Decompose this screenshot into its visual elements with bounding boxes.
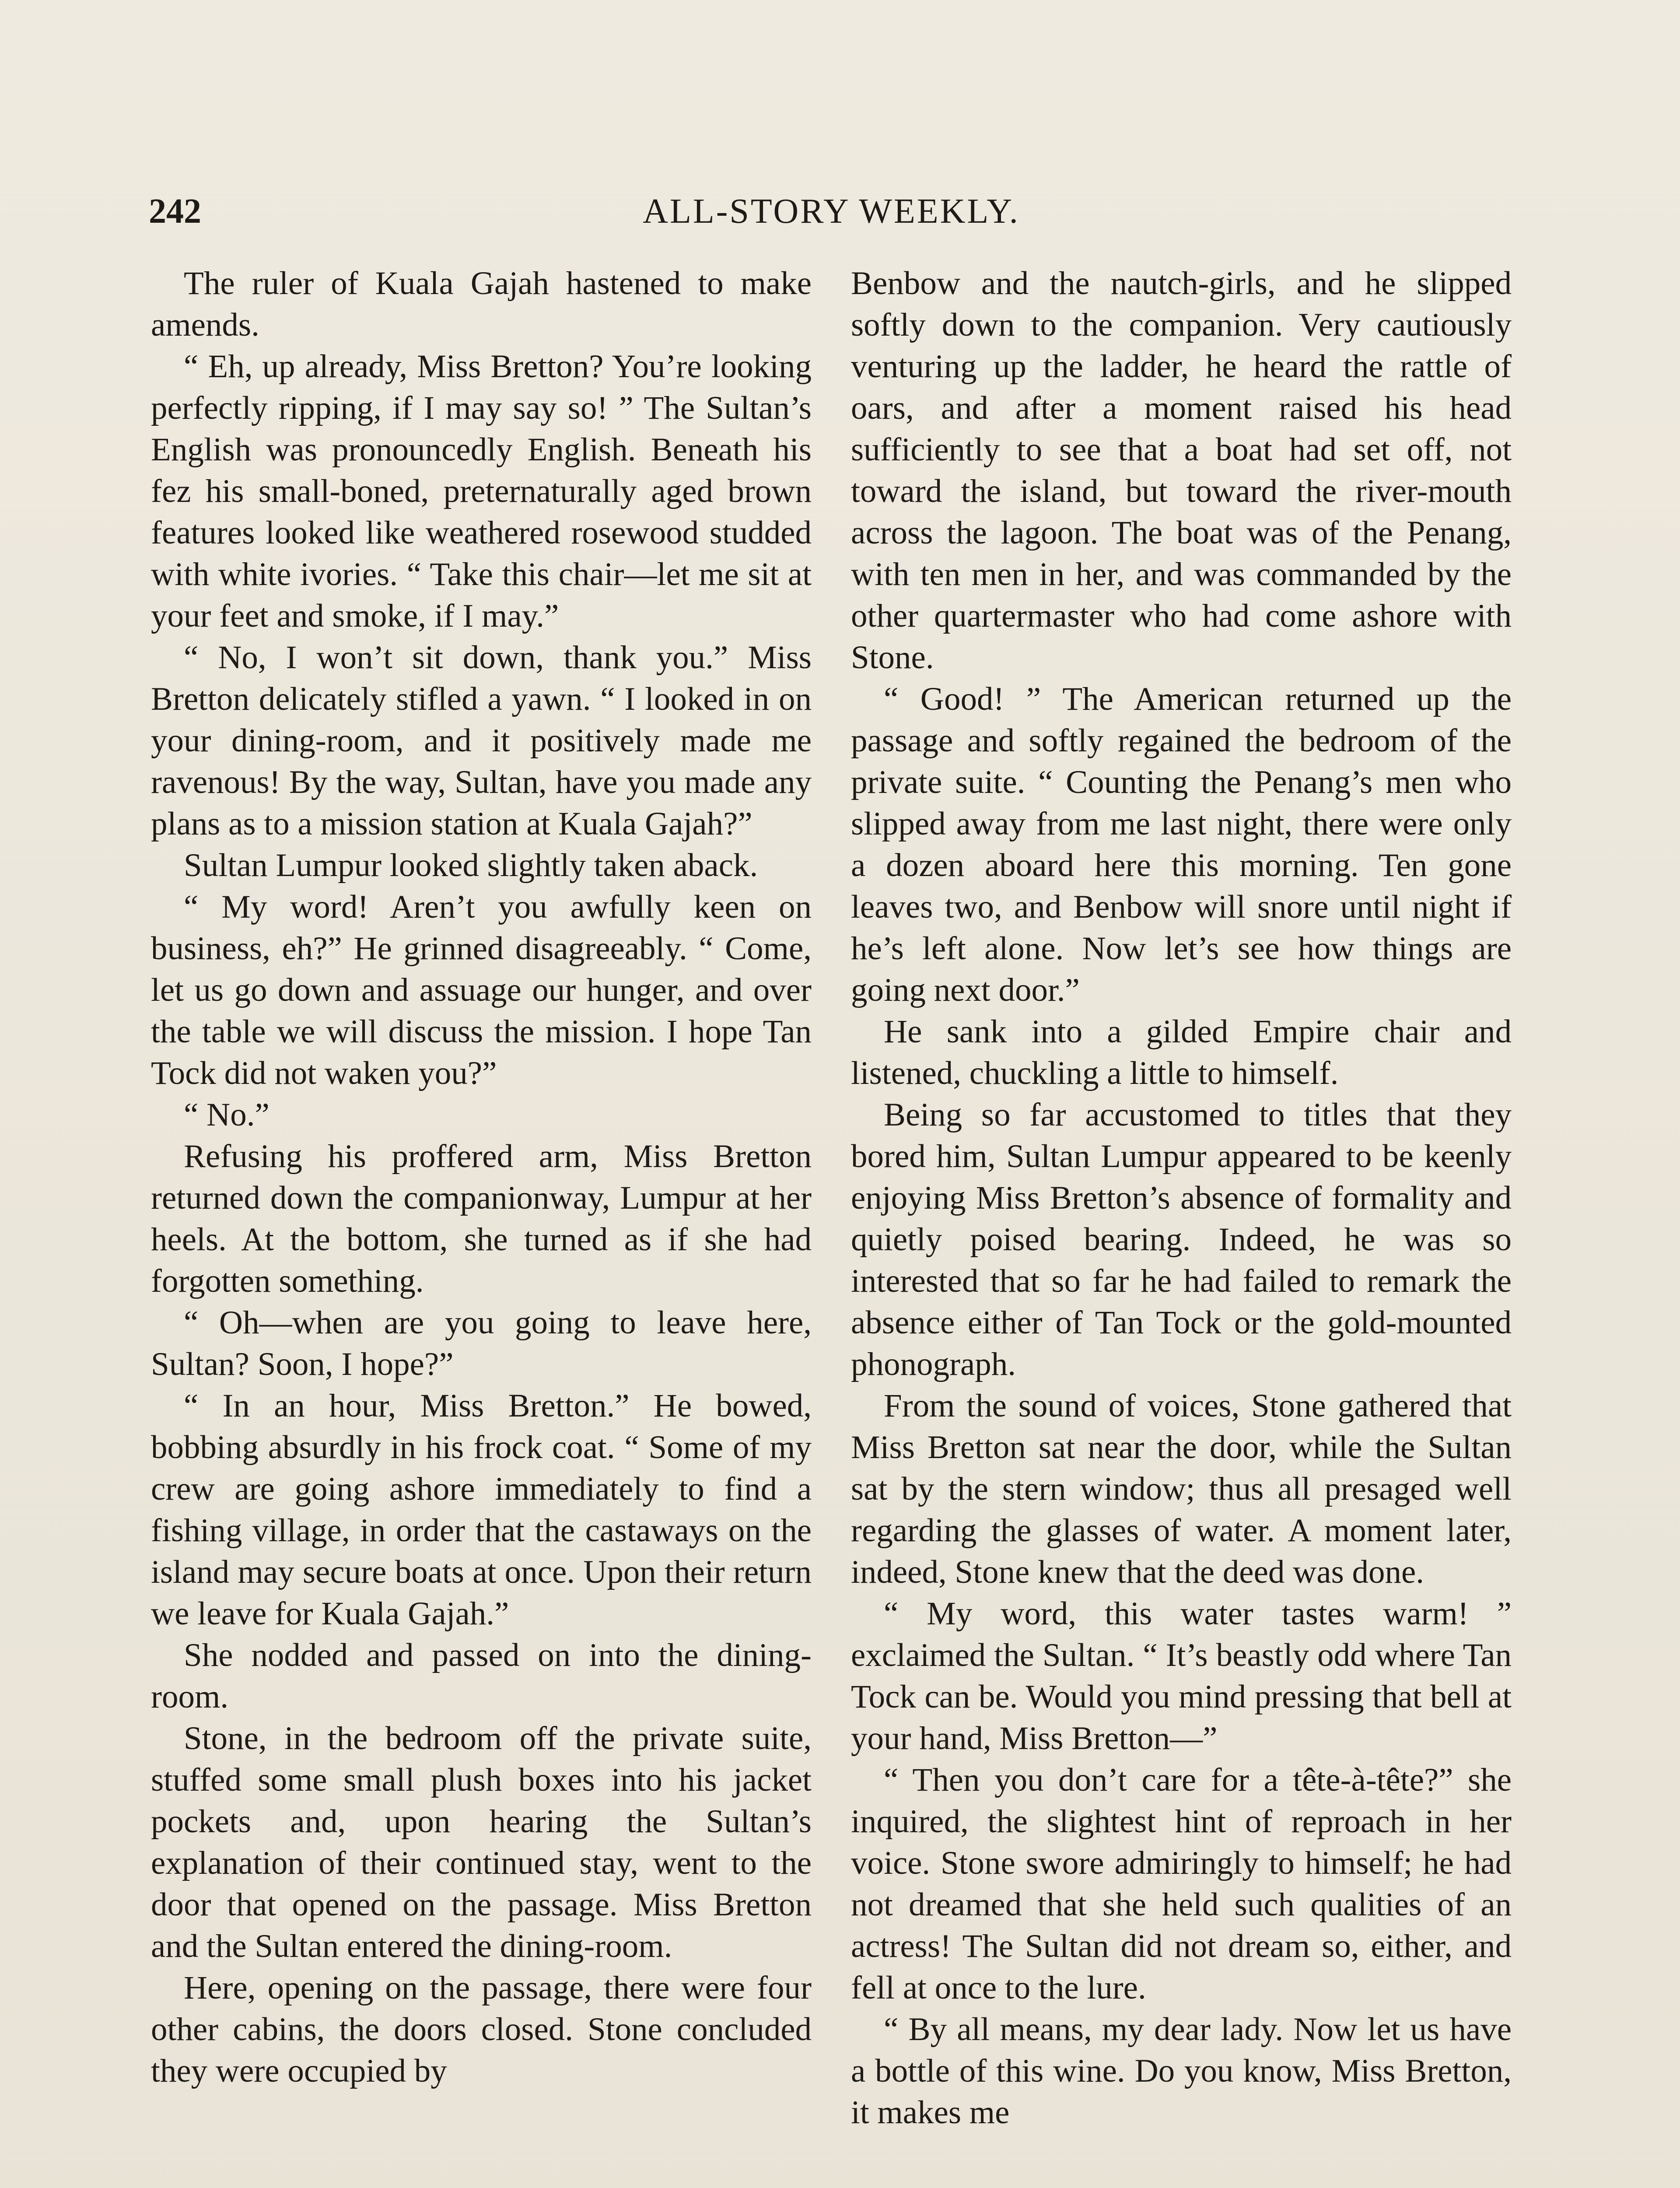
paragraph-continued: Benbow and the nautch-girls, and he slipped softly down to the companion. Very cautiously venturing up the ladder, he heard the rattle of oars, and after a moment raised his head sufficiently to see that a boat had set off, not toward the island, but toward the river-mouth across the lagoon. The boat was of the Penang, with ten men in her, and was commanded by the other quartermaster who had come ashore with Stone. <box>851 265 1512 676</box>
right-column <box>851 263 1512 2133</box>
paragraph: “ No, I won’t sit down, thank you.” Miss Bretton delicately stifled a yawn. “ I looked in on your dining-room, and it positively made me ravenous! By the way, Sultan, have you made any plans as to a mission station at Kuala Gajah?” <box>151 639 812 842</box>
paragraph: Refusing his proffered arm, Miss Bretton returned down the companionway, Lumpur at her heels. At the bottom, she turned as if she had forgotten something. <box>151 1138 812 1299</box>
paragraph: “ Oh—when are you going to leave here, Sultan? Soon, I hope?” <box>151 1304 812 1382</box>
paragraph: “ By all means, my dear lady. Now let us have a bottle of this wine. Do you know, Miss Bretton, it makes me <box>851 2011 1512 2131</box>
paragraph: “ In an hour, Miss Bretton.” He bowed, bobbing absurdly in his frock coat. “ Some of my crew are going ashore immediately to find a fishing village, in order that the castaways on the island may secure boats at once. Upon their return we leave for Kuala Gajah.” <box>151 1388 812 1632</box>
paragraph: Being so far accustomed to titles that they bored him, Sultan Lumpur appeared to be keenly enjoying Miss Bretton’s absence of formality and quietly poised bearing. Indeed, he was so interested that so far he had failed to remark the absence either of Tan Tock or the gold-mounted phonograph. <box>851 1097 1512 1382</box>
page-number: 242 <box>149 192 201 231</box>
paragraph: Here, opening on the passage, there were four other cabins, the doors closed. Stone concluded they were occupied by <box>151 1970 812 2089</box>
paragraph: “ Eh, up already, Miss Bretton? You’re looking perfectly ripping, if I may say so! ” The Sultan’s English was pronouncedly English. Beneath his fez his small-boned, preternaturally aged brown features looked like weathered rosewood studded with white ivories. “ Take this chair—let me sit at your feet and smoke, if I may.” <box>151 348 812 634</box>
paragraph: Stone, in the bedroom off the private suite, stuffed some small plush boxes into his jacket pockets and, upon hearing the Sultan’s explanation of their continued stay, went to the door that opened on the passage. Miss Bretton and the Sultan entered the dining-room. <box>151 1720 812 1964</box>
paragraph: “ Good! ” The American returned up the passage and softly regained the bedroom of the private suite. “ Counting the Penang’s men who slipped away from me last night, there were only a dozen aboard here this morning. Ten gone leaves two, and Benbow will snore until night if he’s left alone. Now let’s see how things are going next door.” <box>851 681 1512 1008</box>
paragraph: The ruler of Kuala Gajah hastened to make amends. <box>151 265 812 343</box>
page-header <box>149 187 1514 235</box>
paragraph: “ No.” <box>184 1097 270 1133</box>
paragraph: “ My word, this water tastes warm! ” exclaimed the Sultan. “ It’s beastly odd where Tan Tock can be. Would you mind pressing that bell at your hand, Miss Bretton—” <box>851 1595 1512 1757</box>
running-title: ALL-STORY WEEKLY. <box>643 192 1020 231</box>
paragraph: He sank into a gilded Empire chair and listened, chuckling a little to himself. <box>851 1013 1512 1091</box>
paragraph: She nodded and passed on into the dining-room. <box>151 1637 812 1715</box>
paragraph: Sultan Lumpur looked slightly taken aback. <box>184 847 758 884</box>
paragraph: From the sound of voices, Stone gathered that Miss Bretton sat near the door, while the Sultan sat by the stern window; thus all presaged well regarding the glasses of water. A moment later, indeed, Stone knew that the deed was done. <box>851 1388 1512 1590</box>
left-column <box>151 263 812 2092</box>
paragraph: “ My word! Aren’t you awfully keen on business, eh?” He grinned disagreeably. “ Come, let us go down and assuage our hunger, and over the table we will discuss the mission. I hope Tan Tock did not waken you?” <box>151 889 812 1091</box>
paragraph: “ Then you don’t care for a tête-à-tête?” she inquired, the slightest hint of reproach in her voice. Stone swore admiringly to himself; he had not dreamed that she held such qualities of an actress! The Sultan did not dream so, either, and fell at once to the lure. <box>851 1762 1512 2006</box>
